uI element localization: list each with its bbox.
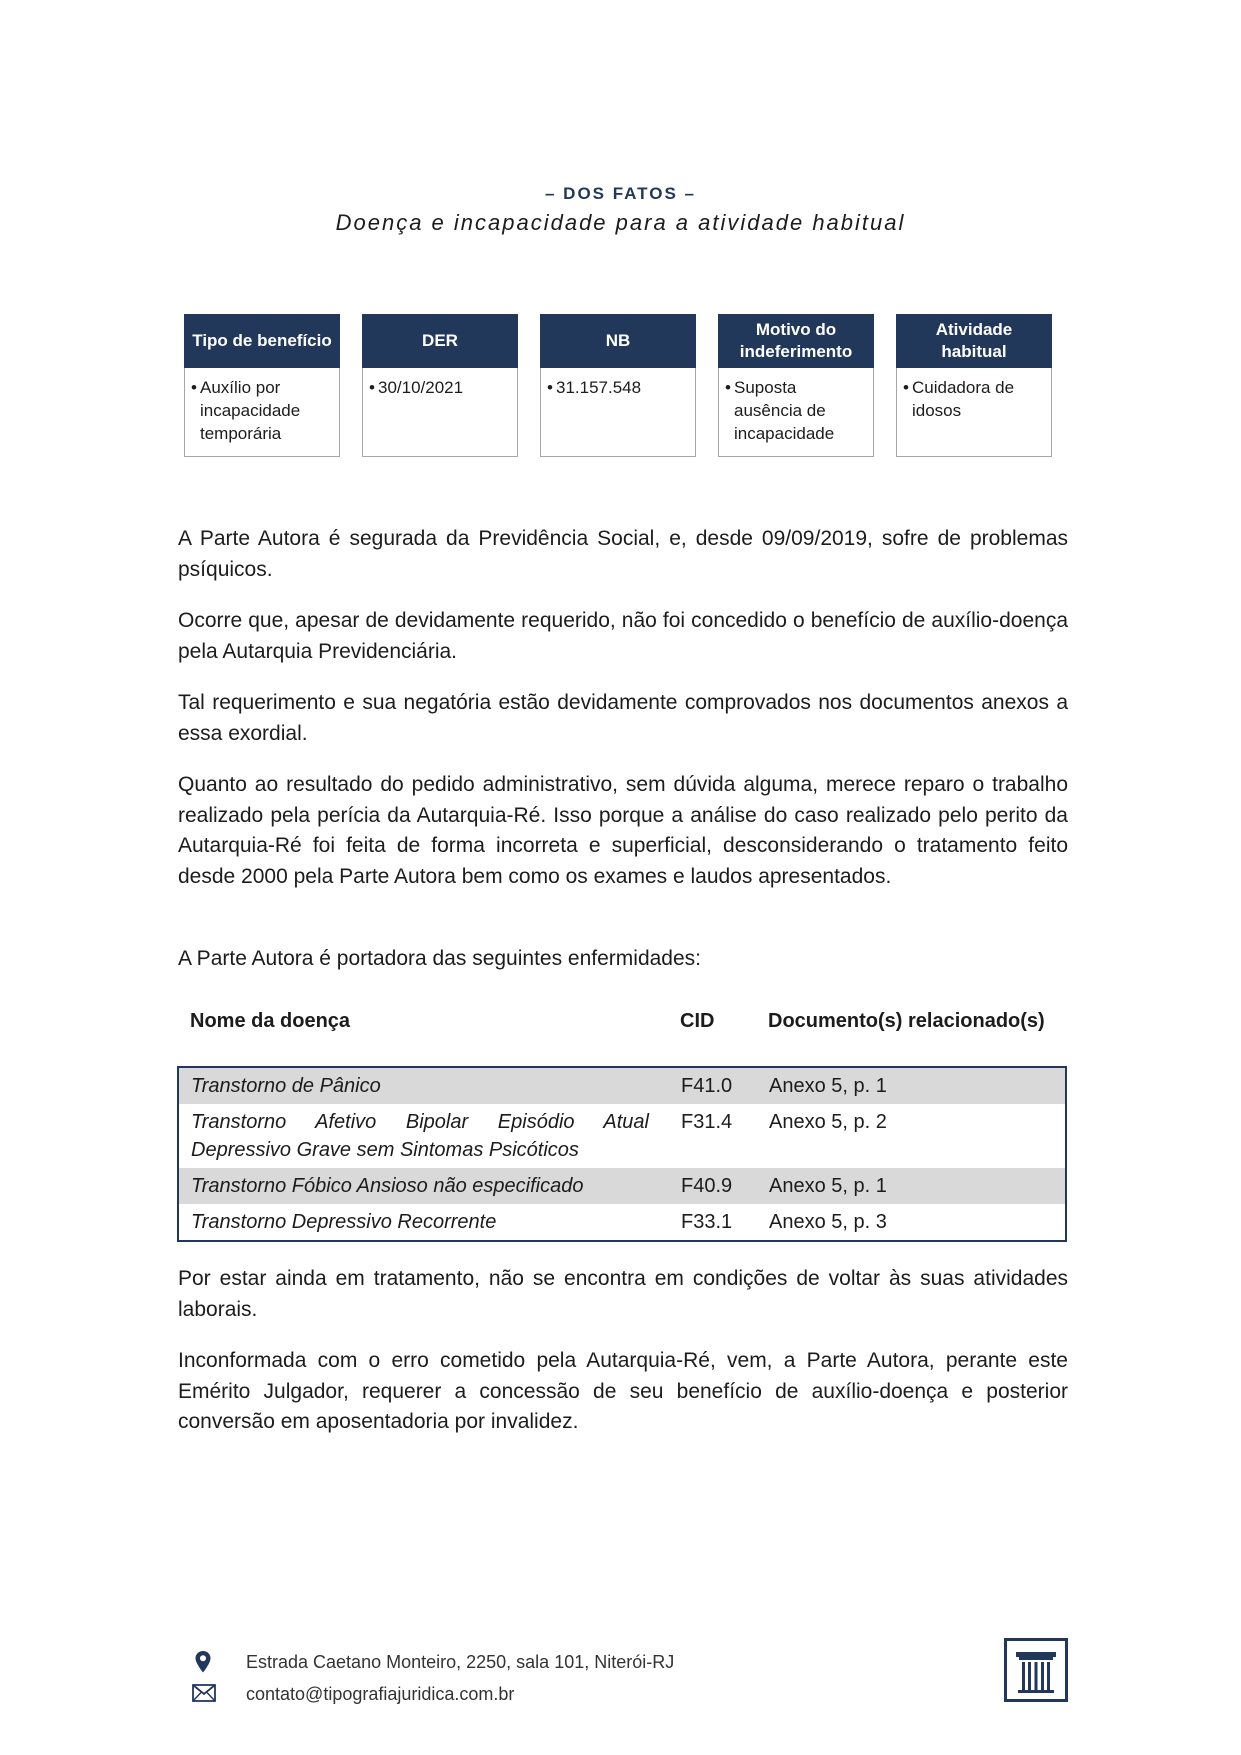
disease-cid: F41.0 (681, 1075, 733, 1097)
card-tipo-beneficio (184, 314, 340, 457)
column-header-disease: Nome da doença (190, 1010, 351, 1032)
column-header-cid: CID (680, 1010, 715, 1032)
pillar-logo-icon (1004, 1638, 1068, 1702)
card-value: 31.157.548 (556, 378, 642, 397)
paragraph: Quanto ao resultado do pedido administrativo, sem dúvida alguma, merece reparo o trabalho realizado pela perícia da Autarquia-Ré. Isso porque a análise do caso realizado pelo perito da Autarquia-Ré foi feita de forma incorreta e superficial, desconsiderando o tratamento feito desde 2000 pela Parte Autora bem como os exames e laudos apresentados. (178, 773, 1068, 888)
bullet: • (903, 378, 909, 397)
table-row (179, 1204, 1065, 1240)
card-atividade-habitual (896, 314, 1052, 457)
card-der (362, 314, 518, 457)
table-row (179, 1068, 1065, 1104)
card-header: Atividade habitual (896, 314, 1052, 368)
bullet: • (547, 378, 553, 397)
disease-name: Transtorno Fóbico Ansioso não especificado (191, 1175, 584, 1197)
paragraph: Inconformada com o erro cometido pela Autarquia-Ré, vem, a Parte Autora, perante este Emérito Julgador, requerer a concessão de seu benefício de auxílio-doença e posterior conversão em aposentadoria por invalidez. (178, 1349, 1068, 1433)
column-header-document: Documento(s) relacionado(s) (768, 1010, 1045, 1032)
bullet: • (191, 378, 197, 397)
disease-name: Transtorno Depressivo Recorrente (191, 1211, 497, 1233)
envelope-icon (192, 1684, 216, 1702)
disease-cid: F31.4 (681, 1111, 733, 1133)
disease-cid: F40.9 (681, 1175, 733, 1197)
disease-table-header (178, 1010, 1068, 1040)
disease-document: Anexo 5, p. 2 (769, 1111, 887, 1133)
section-heading: – DOS FATOS – (544, 184, 697, 203)
disease-name: Transtorno Afetivo Bipolar Episódio Atual Depressivo Grave sem Sintomas Psicóticos (191, 1111, 649, 1161)
section-subheading: Doença e incapacidade para a atividade habitual (335, 210, 906, 235)
disease-document: Anexo 5, p. 3 (769, 1211, 887, 1233)
disease-name: Transtorno de Pânico (191, 1075, 381, 1097)
card-value: Auxílio por incapacidade temporária (200, 378, 301, 443)
disease-document: Anexo 5, p. 1 (769, 1075, 887, 1097)
bullet: • (725, 378, 731, 397)
card-value: 30/10/2021 (378, 378, 464, 397)
location-pin-icon (194, 1650, 212, 1674)
paragraph: Tal requerimento e sua negatória estão devidamente comprovados nos documentos anexos a essa exordial. (178, 691, 1068, 745)
card-header: DER (362, 314, 518, 368)
bullet: • (369, 378, 375, 397)
disease-document: Anexo 5, p. 1 (769, 1175, 887, 1197)
paragraph: Ocorre que, apesar de devidamente requerido, não foi concedido o benefício de auxílio-doença pela Autarquia Previdenciária. (178, 609, 1068, 663)
card-header: Tipo de benefício (184, 314, 340, 368)
table-row (179, 1104, 1065, 1168)
paragraph: A Parte Autora é segurada da Previdência Social, e, desde 09/09/2019, sofre de problemas psíquicos. (178, 527, 1068, 581)
card-header: Motivo do indeferimento (718, 314, 874, 368)
card-header: NB (540, 314, 696, 368)
card-nb (540, 314, 696, 457)
disease-cid: F33.1 (681, 1211, 733, 1233)
paragraph: Por estar ainda em tratamento, não se encontra em condições de voltar às suas atividades laborais. (178, 1267, 1068, 1321)
table-row (179, 1168, 1065, 1204)
card-value: Cuidadora de idosos (912, 378, 1015, 420)
paragraph: A Parte Autora é portadora das seguintes enfermidades: (178, 947, 702, 970)
disease-table (177, 1066, 1067, 1242)
card-motivo-indeferimento (718, 314, 874, 457)
footer-email-link[interactable]: contato@tipografiajuridica.com.br (246, 1684, 515, 1704)
footer-address: Estrada Caetano Monteiro, 2250, sala 101, Niterói-RJ (246, 1652, 675, 1672)
card-value: Suposta ausência de incapacidade (734, 378, 835, 443)
